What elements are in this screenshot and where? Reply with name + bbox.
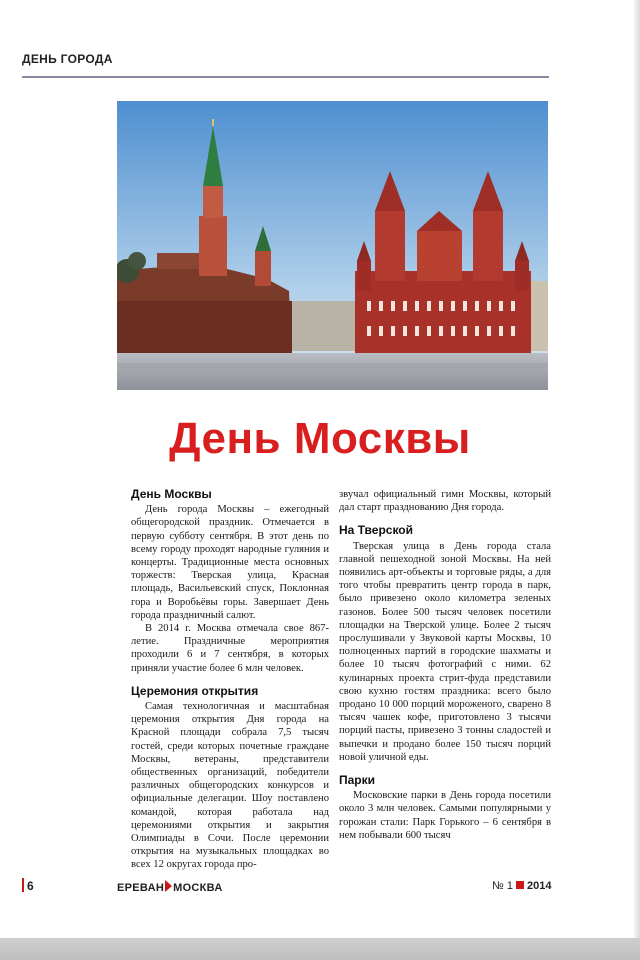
red-square-photo [117,101,548,390]
issue-number: № 1 [492,880,513,892]
magazine-brand [117,880,223,894]
square-icon [516,881,524,889]
page-number: 6 [27,879,34,893]
left-column [131,488,329,872]
issue-year: 2014 [526,880,552,892]
arrow-icon [165,880,172,892]
footer-accent-bar [22,878,24,892]
paragraph: Самая технологичная и масштабная церемония открытия Дня города на Красной площади собрала 7,5 тысяч гостей, среди которых почетные граждане Москвы, ветераны, представители общественных организаций, победители различных общегородских конкурсов и официальные делегации. Шоу поставлено командой, которая работала над церемониями открытия и закрытия Олимпиады в Сочи. После церемонии открытия на музыкальных площадках во всех 12 округах города про- [131,701,329,871]
subheading: Церемония открытия [131,683,259,698]
paragraph: В 2014 г. Москва отмечала свое 867-летие. Праздничные мероприятия проходили 6 и 7 сентября, в которых приняли участие более 6 млн человек. [131,623,329,674]
section-label: ДЕНЬ ГОРОДА [22,52,113,66]
brand-right: МОСКВА [173,882,223,894]
issue-info [492,880,551,892]
top-rule [22,76,549,78]
paragraph: День города Москвы – ежегодный общегородской праздник. Отмечается в первую субботу сентября. В этот день по всему городу проходят народные гуляния и концерты. Традиционные места основных торжеств: Тверская улица, Красная площадь, Васильевский спуск, Поклонная гора и Воробьёвы горы. Завершает День города праздничный салют. [131,504,329,621]
subheading: День Москвы [131,487,212,501]
article-headline: День Москвы [169,414,471,463]
page-edge [634,0,640,940]
subheading: На Тверской [339,523,413,538]
paragraph: Московские парки в День города посетили около 3 млн человек. Самыми популярными у горожан стали: Парк Горького – 6 сентября в нем побывали 600 тысяч [339,790,551,841]
paragraph: звучал официальный гимн Москвы, который дал старт празднованию Дня города. [339,489,551,514]
brand-left: ЕРЕВАН [117,882,165,894]
right-column [339,488,551,842]
subheading: Парки [339,773,376,788]
paragraph: Тверская улица в День города стала главной пешеходной зоной Москвы. На ней появились арт-объекты и торговые ряды, а для того чтобы превратить центр города в парк, было привезено около километра зеленых газонов. Более 500 тысяч человек посетили площадки на Тверской улице. Более 2 тысяч прослушивали у Звуковой карты Москвы, 10 полноценных партий в городские шахматы и более 10 тысяч фотографий с ними. 62 кулинарных проекта стрит-фуда представили свою кухню гостям праздника: всего было продано 10 000 порций мороженого, сварено 8 тысяч чашек кофе, приготовлено 3 тысячи порций пасты, привезено 3 тонны сладостей и выпечки и продано более 150 тысяч порций новой уличной еды. [339,540,551,763]
page-shadow [0,938,640,960]
